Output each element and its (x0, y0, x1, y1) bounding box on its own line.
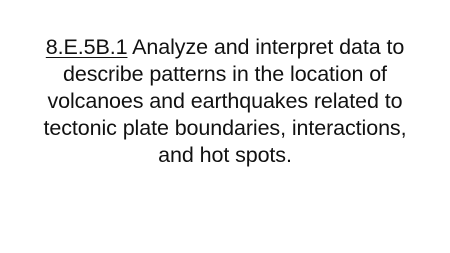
standard-code: 8.E.5B.1 (45, 35, 128, 59)
standard-statement (30, 34, 420, 169)
standard-description: Analyze and interpret data to describe patterns in the location of volcanoes and earthquakes related to tectonic plate boundaries, interactions, and hot spots. (43, 35, 407, 167)
